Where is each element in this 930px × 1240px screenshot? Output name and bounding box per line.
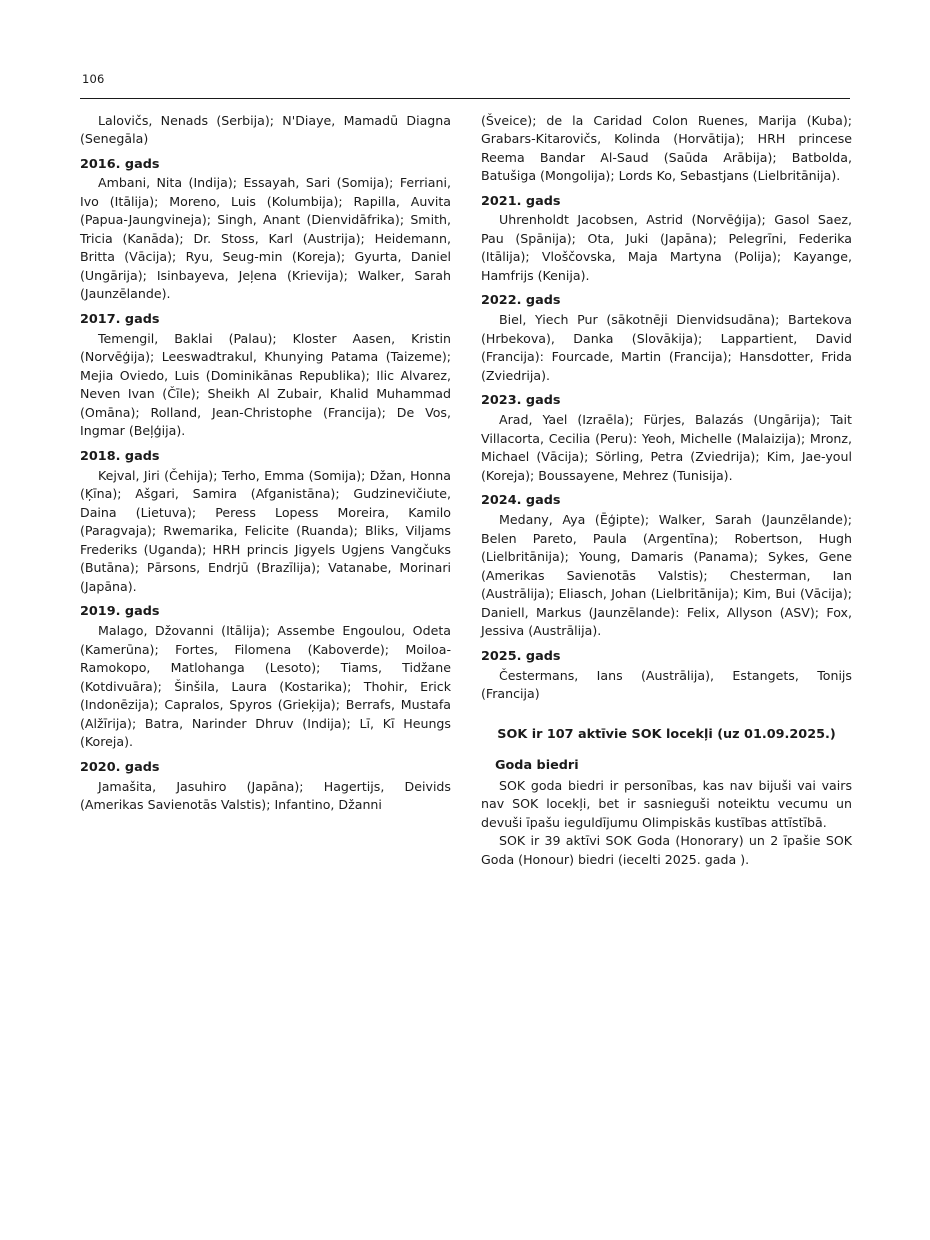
section-heading-2020: 2020. gads (80, 759, 160, 775)
honorary-members-paragraph-2: SOK ir 39 aktīvi SOK Goda (Honorary) un 2 īpašie SOK Goda (Honour) biedri (iecelti 2025. gada ). (481, 833, 852, 867)
section-heading-2022: 2022. gads (481, 293, 561, 309)
right-continuation-paragraph: (Šveice); de la Caridad Colon Ruenes, Marija (Kuba); Grabars-Kitarovičs, Kolinda (Horvātija); HRH princese Reema Bandar Al-Saud (Saūda Arābija); Batbolda, Batušiga (Mongolija); Lords Ko, Sebastjans (Lielbritānija). (481, 112, 852, 183)
two-column-body (80, 112, 850, 870)
section-body-2017: Temengil, Baklai (Palau); Kloster Aasen, Kristin (Norvēģija); Leeswadtrakul, Khunying Patama (Taizeme); Mejia Oviedo, Luis (Dominikānas Republika); Ilic Alvarez, Neven Ivan (Čīle); Sheikh Al Zubair, Khalid Muhammad (Omāna); Rolland, Jean-Christophe (Francija); De Vos, Ingmar (Beļģija). (80, 330, 451, 439)
section-body-2019: Malago, Džovanni (Itālija); Assembe Engoulou, Odeta (Kamerūna); Fortes, Filomena (Kaboverde); Moiloa-Ramokopo, Matlohanga (Lesoto); Tiams, Tidžane (Kotdivuāra); Šinšila, Laura (Kostarika); Thohir, Erick (Indonēzija); Capralos, Spyros (Grieķija); Berrafs, Mustafa (Alžīrija); Batra, Narinder Dhruv (Indija); Lī, Kī Heungs (Koreja). (80, 623, 451, 750)
page-number: 106 (82, 72, 105, 86)
section-heading-2018: 2018. gads (80, 448, 160, 464)
section-heading-2023: 2023. gads (481, 393, 561, 409)
section-heading-2024: 2024. gads (481, 493, 561, 509)
section-body-2024: Medany, Aya (Ēģipte); Walker, Sarah (Jaunzēlande); Belen Pareto, Paula (Argentīna); Robertson, Hugh (Lielbritānija); Young, Damaris (Panama); Sykes, Gene (Amerikas Savienotās Valstis); Chesterman, Ian (Austrālija); Eliasch, Johan (Lielbritānija); Kim, Bui (Vācija); Daniell, Markus (Jaunzēlande): Felix, Allyson (ASV); Fox, Jessiva (Austrālija). (481, 512, 852, 639)
honorary-members-heading: Goda biedri (495, 758, 579, 774)
section-heading-2025: 2025. gads (481, 648, 561, 664)
section-body-2018: Kejval, Jiri (Čehija); Terho, Emma (Somija); Džan, Honna (Ķīna); Ašgari, Samira (Afganistāna); Gudzinevičiute, Daina (Lietuva); Peress Lopess Moreira, Kamilo (Paragvaja); Rwemarika, Felicite (Ruanda); Bliks, Viljams Frederiks (Uganda); HRH princis Jigyels Ugjens Vangčuks (Butāna); Pārsons, Endrjū (Brazīlija); Vatanabe, Morinari (Japāna). (80, 467, 451, 594)
section-heading-2019: 2019. gads (80, 604, 160, 620)
honorary-members-paragraph-1: SOK goda biedri ir personības, kas nav bijuši vai vairs nav SOK locekļi, bet ir sasnieguši noteiktu vecumu un devuši īpašu ieguldījumu Olimpiskās kustības attīstībā. (481, 777, 852, 830)
section-body-2016: Ambani, Nita (Indija); Essayah, Sari (Somija); Ferriani, Ivo (Itālija); Moreno, Luis (Kolumbija); Rapilla, Auvita (Papua-Jaungvineja); Singh, Anant (Dienvidāfrika); Smith, Tricia (Kanāda); Dr. Stoss, Karl (Austrija); Heidemann, Britta (Vācija); Ryu, Seug-min (Koreja); Gyurta, Daniel (Ungārija); Isinbayeva, Jeļena (Krievija); Walker, Sarah (Jaunzēlande). (80, 175, 451, 302)
section-body-2023: Arad, Yael (Izraēla); Fürjes, Balazás (Ungārija); Tait Villacorta, Cecilia (Peru): Yeoh, Michelle (Malaizija); Mronz, Michael (Vācija); Sörling, Petra (Zviedrija); Kim, Jae-youl (Koreja); Boussayene, Mehrez (Tunisija). (481, 412, 852, 483)
section-heading-2017: 2017. gads (80, 311, 160, 327)
active-members-note: SOK ir 107 aktīvie SOK locekļi (uz 01.09.2025.) (497, 726, 836, 742)
left-opening-paragraph: Lalovičs, Nenads (Serbija); N'Diaye, Mamadū Diagna (Senegāla) (80, 112, 451, 146)
section-heading-2021: 2021. gads (481, 193, 561, 209)
header-divider (80, 98, 850, 99)
section-heading-2016: 2016. gads (80, 156, 160, 172)
left-column (80, 112, 451, 815)
section-body-2020: Jamašita, Jasuhiro (Japāna); Hagertijs, Deivids (Amerikas Savienotās Valstis); Infantino, Džanni (80, 778, 451, 813)
section-body-2025: Čestermans, Ians (Austrālija), Estangets, Tonijs (Francija) (481, 667, 852, 702)
section-body-2022: Biel, Yiech Pur (sākotnēji Dienvidsudāna); Bartekova (Hrbekova), Danka (Slovākija); Lappartient, David (Francija): Fourcade, Martin (Francija); Hansdotter, Frida (Zviedrija). (481, 312, 852, 383)
section-body-2021: Uhrenholdt Jacobsen, Astrid (Norvēģija); Gasol Saez, Pau (Spānija); Ota, Juki (Japāna); Pelegrīni, Federika (Itālija); Vloščovska, Maja Martyna (Polija); Kayange, Hamfrijs (Kenija). (481, 212, 852, 283)
right-column (481, 112, 852, 870)
